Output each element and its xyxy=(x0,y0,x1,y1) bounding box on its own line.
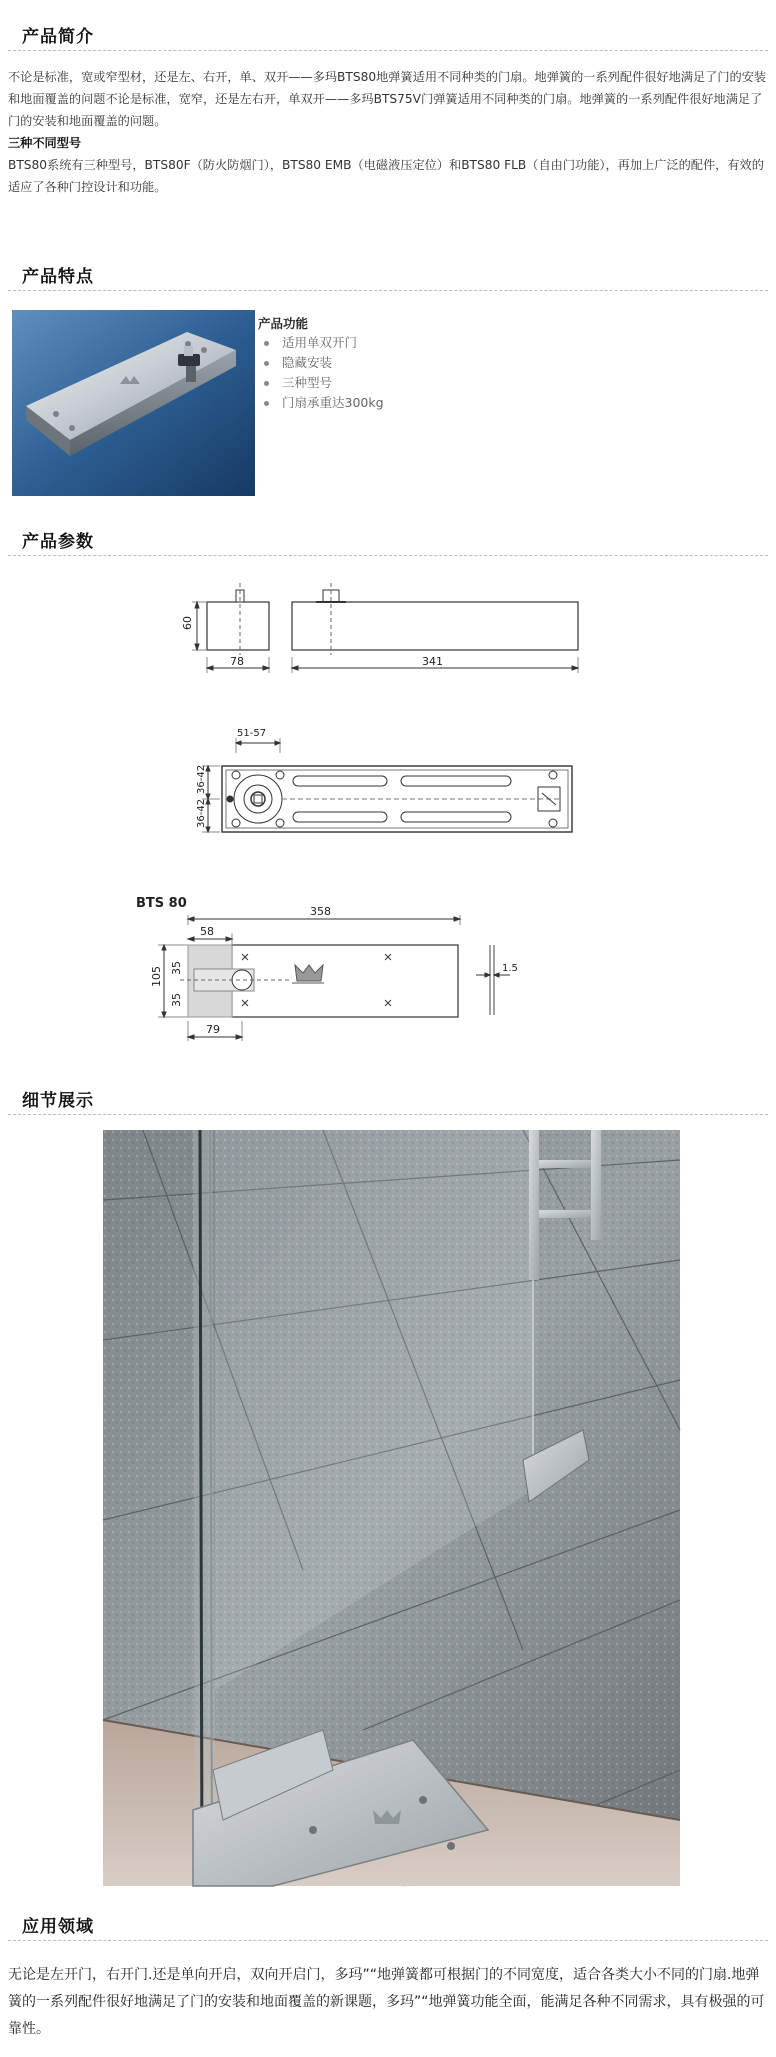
features-list xyxy=(262,333,384,413)
features-list-title: 产品功能 xyxy=(258,316,309,331)
section-header-features xyxy=(8,260,768,291)
intro-paragraph-2: BTS80系统有三种型号，BTS80F（防火防烟门），BTS80 EMB（电磁液压定位）和BTS80 FLB（自由门功能），再加上广泛的配件，有效的适应了各种门控设计和功能。 xyxy=(8,158,764,194)
feature-item: 门扇承重达300kg xyxy=(262,393,384,413)
section-title-application: 应用领域 xyxy=(22,1917,94,1937)
intro-subheading: 三种不同型号 xyxy=(8,136,82,150)
side-view-drawing xyxy=(181,583,578,673)
dim-length: 341 xyxy=(422,655,443,668)
bullet-icon xyxy=(264,341,269,346)
dim-thickness: 1.5 xyxy=(502,963,518,974)
floor-spring-photo-svg xyxy=(12,310,255,496)
product-photo xyxy=(12,310,255,496)
bullet-icon xyxy=(264,381,269,386)
cover-plate-drawing xyxy=(136,896,518,1041)
section-header-params xyxy=(8,525,768,556)
model-label: BTS 80 xyxy=(136,896,187,911)
section-header-details xyxy=(8,1084,768,1115)
dim-side-b: 36-42 xyxy=(196,798,207,828)
dim-plate-width: 105 xyxy=(150,966,163,987)
dim-plate-length: 358 xyxy=(310,905,331,918)
dim-height: 60 xyxy=(181,616,194,630)
section-title-intro: 产品简介 xyxy=(22,27,94,47)
intro-text xyxy=(8,66,770,198)
intro-paragraph-1: 不论是标准，宽或窄型材，还是左、右开，单、双开——多玛BTS80地弹簧适用不同种类的门扇。地弹簧的一系列配件很好地满足了门的安装和地面覆盖的问题不论是标准，宽窄，还是左右开，单双开——多玛BTS75V门弹簧适用不同种类的门扇。地弹簧的一系列配件很好地满足了门的安装和地面覆盖的问题。 xyxy=(8,70,767,128)
section-header-intro xyxy=(8,20,768,51)
section-title-features: 产品特点 xyxy=(22,267,94,287)
section-title-details: 细节展示 xyxy=(22,1091,94,1111)
section-title-params: 产品参数 xyxy=(22,532,94,552)
dim-side-a: 36-42 xyxy=(196,764,207,794)
detail-photo xyxy=(103,1130,680,1886)
dim-spindle: 51-57 xyxy=(237,728,267,739)
section-header-application xyxy=(8,1910,768,1941)
top-view-drawing xyxy=(196,728,572,832)
dim-half-a: 35 xyxy=(170,961,183,975)
application-text: 无论是左开门，右开门.还是单向开启，双向开启门，多玛”“地弹簧都可根据门的不同宽度，适合各类大小不同的门扇.地弹簧的一系列配件很好地满足了门的安装和地面覆盖的新课题，多玛”“地弹簧功能全面，能满足各种不同需求，具有极强的可靠性。 xyxy=(8,1967,765,2037)
dim-depth: 79 xyxy=(206,1023,220,1036)
technical-drawing xyxy=(136,575,610,1050)
dim-offset: 58 xyxy=(200,925,214,938)
bullet-icon xyxy=(264,361,269,366)
bullet-icon xyxy=(264,401,269,406)
feature-item: 三种型号 xyxy=(262,373,384,393)
dimension-drawing-svg xyxy=(136,575,610,1050)
installed-door-photo-svg xyxy=(103,1130,680,1886)
dim-width: 78 xyxy=(230,655,244,668)
feature-item: 隐藏安装 xyxy=(262,353,384,373)
dim-half-b: 35 xyxy=(170,993,183,1007)
feature-item: 适用单双开门 xyxy=(262,333,384,353)
